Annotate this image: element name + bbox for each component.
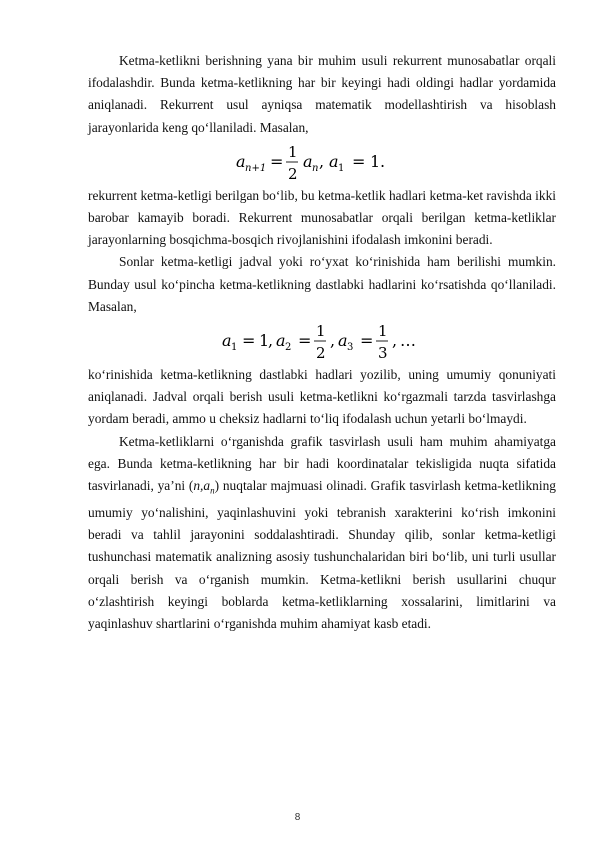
paragraph-text: ) nuqtalar majmuasi olinadi. Grafik tasvirlash ketma-ketlikning umumiy yo‘nalishini, yaqinlashuvini yoki tebranish xarakterini ko‘rish imkonini beradi va tahlil jarayonini soddalashtiradi. Shunday qilib, sonlar ketma-ketligi tushunchasi matematik analizning asosiy tushunchalaridan biri bo‘lib, uni turli usullar orqali berish va o‘rganish mumkin. Ketma-ketlikni berish usullarini chuqur o‘zlashtirish keyingi boblarda ketma-ketliklarning xossalarini, limitlarini va yaqinlashuv shartlarini o‘rganishda muhim ahamiyat kasb etadi. [88, 478, 556, 631]
formula-numerator: 1 [316, 322, 326, 341]
formula-term: a [329, 151, 339, 171]
formula-first-terms-svg [212, 318, 432, 364]
formula-denominator: 3 [378, 344, 388, 363]
formula-subscript: 1 [231, 342, 238, 354]
paragraph-table-explain: ko‘rinishida ketma-ketlikning dastlabki hadlari yozilib, uning umumiy qonuniyati aniqlanadi. Jadval orqali berish usuli ketma-ketlikni ko‘rgazmali tarzda tasvirlashga yordam beradi, ammo u cheksiz hadlarni to‘liq ifodalash uchun yetarli bo‘lmaydi. [88, 367, 556, 427]
formula-subscript: 2 [285, 342, 292, 354]
formula-comma: , [330, 331, 336, 351]
formula-value: 1 [370, 151, 381, 171]
formula-subscript: n+1 [245, 162, 267, 174]
formula-equals: = [298, 331, 312, 351]
formula-numerator: 1 [378, 322, 388, 341]
formula-value: 1 [259, 331, 270, 351]
paragraph-table-intro: Sonlar ketma-ketligi jadval yoki ro‘yxat ko‘rinishida ham berilishi mumkin. Bunday usul ko‘pincha ketma-ketlikning dastlabki hadlarini ko‘rsatishda qo‘llaniladi. Masalan, [88, 254, 556, 314]
formula-recurrence [88, 139, 556, 185]
formula-comma: , [268, 331, 274, 351]
formula-subscript: 1 [338, 162, 345, 174]
formula-recurrence-svg [212, 139, 432, 185]
formula-term: a [276, 331, 286, 351]
formula-subscript: n [312, 162, 319, 174]
paragraph-recurrent-intro: Ketma-ketlikni berishning yana bir muhim usuli rekurrent munosabatlar orqali ifodalashdir. Bunda ketma-ketlikning har bir keyingi hadi oldingi hadlar yordamida aniqlanadi. Rekurrent usul ayniqsa matematik modellashtirish va hisoblash jarayonlarida keng qo‘llaniladi. Masalan, [88, 53, 556, 135]
formula-denominator: 2 [288, 164, 298, 183]
point-notation-subscript: n [210, 485, 215, 496]
formula-first-terms [88, 318, 556, 364]
formula-term: a [303, 151, 313, 171]
formula-equals: = [360, 331, 374, 351]
formula-ellipsis: … [400, 331, 416, 351]
formula-denominator: 2 [316, 344, 326, 363]
formula-comma: , [319, 151, 325, 171]
point-notation [193, 478, 215, 496]
formula-numerator: 1 [288, 142, 298, 161]
formula-equals: = [270, 151, 284, 171]
formula-subscript: 3 [347, 342, 354, 354]
formula-equals: = [242, 331, 256, 351]
formula-equals: = [352, 151, 366, 171]
page-number: 8 [294, 812, 301, 823]
document-page [88, 50, 556, 635]
formula-comma: , [392, 331, 398, 351]
paragraph-text: Ketma-ketliklarni o‘rganishda grafik tasvirlash usuli ham muhim ahamiyatga ega. Bunda ketma-ketlikning har bir hadi koordinatalar tekisligida nuqta sifatida tasvirlanadi, ya’ni ( [88, 433, 556, 494]
paragraph-graph-method [88, 431, 556, 636]
point-notation-text: n,a [193, 478, 211, 494]
formula-term: a [236, 151, 246, 171]
formula-term: a [338, 331, 348, 351]
paragraph-recurrent-explain: rekurrent ketma-ketligi berilgan bo‘lib, bu ketma-ketlik hadlari ketma-ket ravishda ikki barobar kamayib boradi. Rekurrent munosabatlar orqali berilgan ketma-ketliklar jarayonlarning bosqichma-bosqich rivojlanishini ifodalash imkonini beradi. [88, 187, 556, 248]
formula-period: . [380, 151, 386, 171]
formula-term: a [222, 331, 232, 351]
